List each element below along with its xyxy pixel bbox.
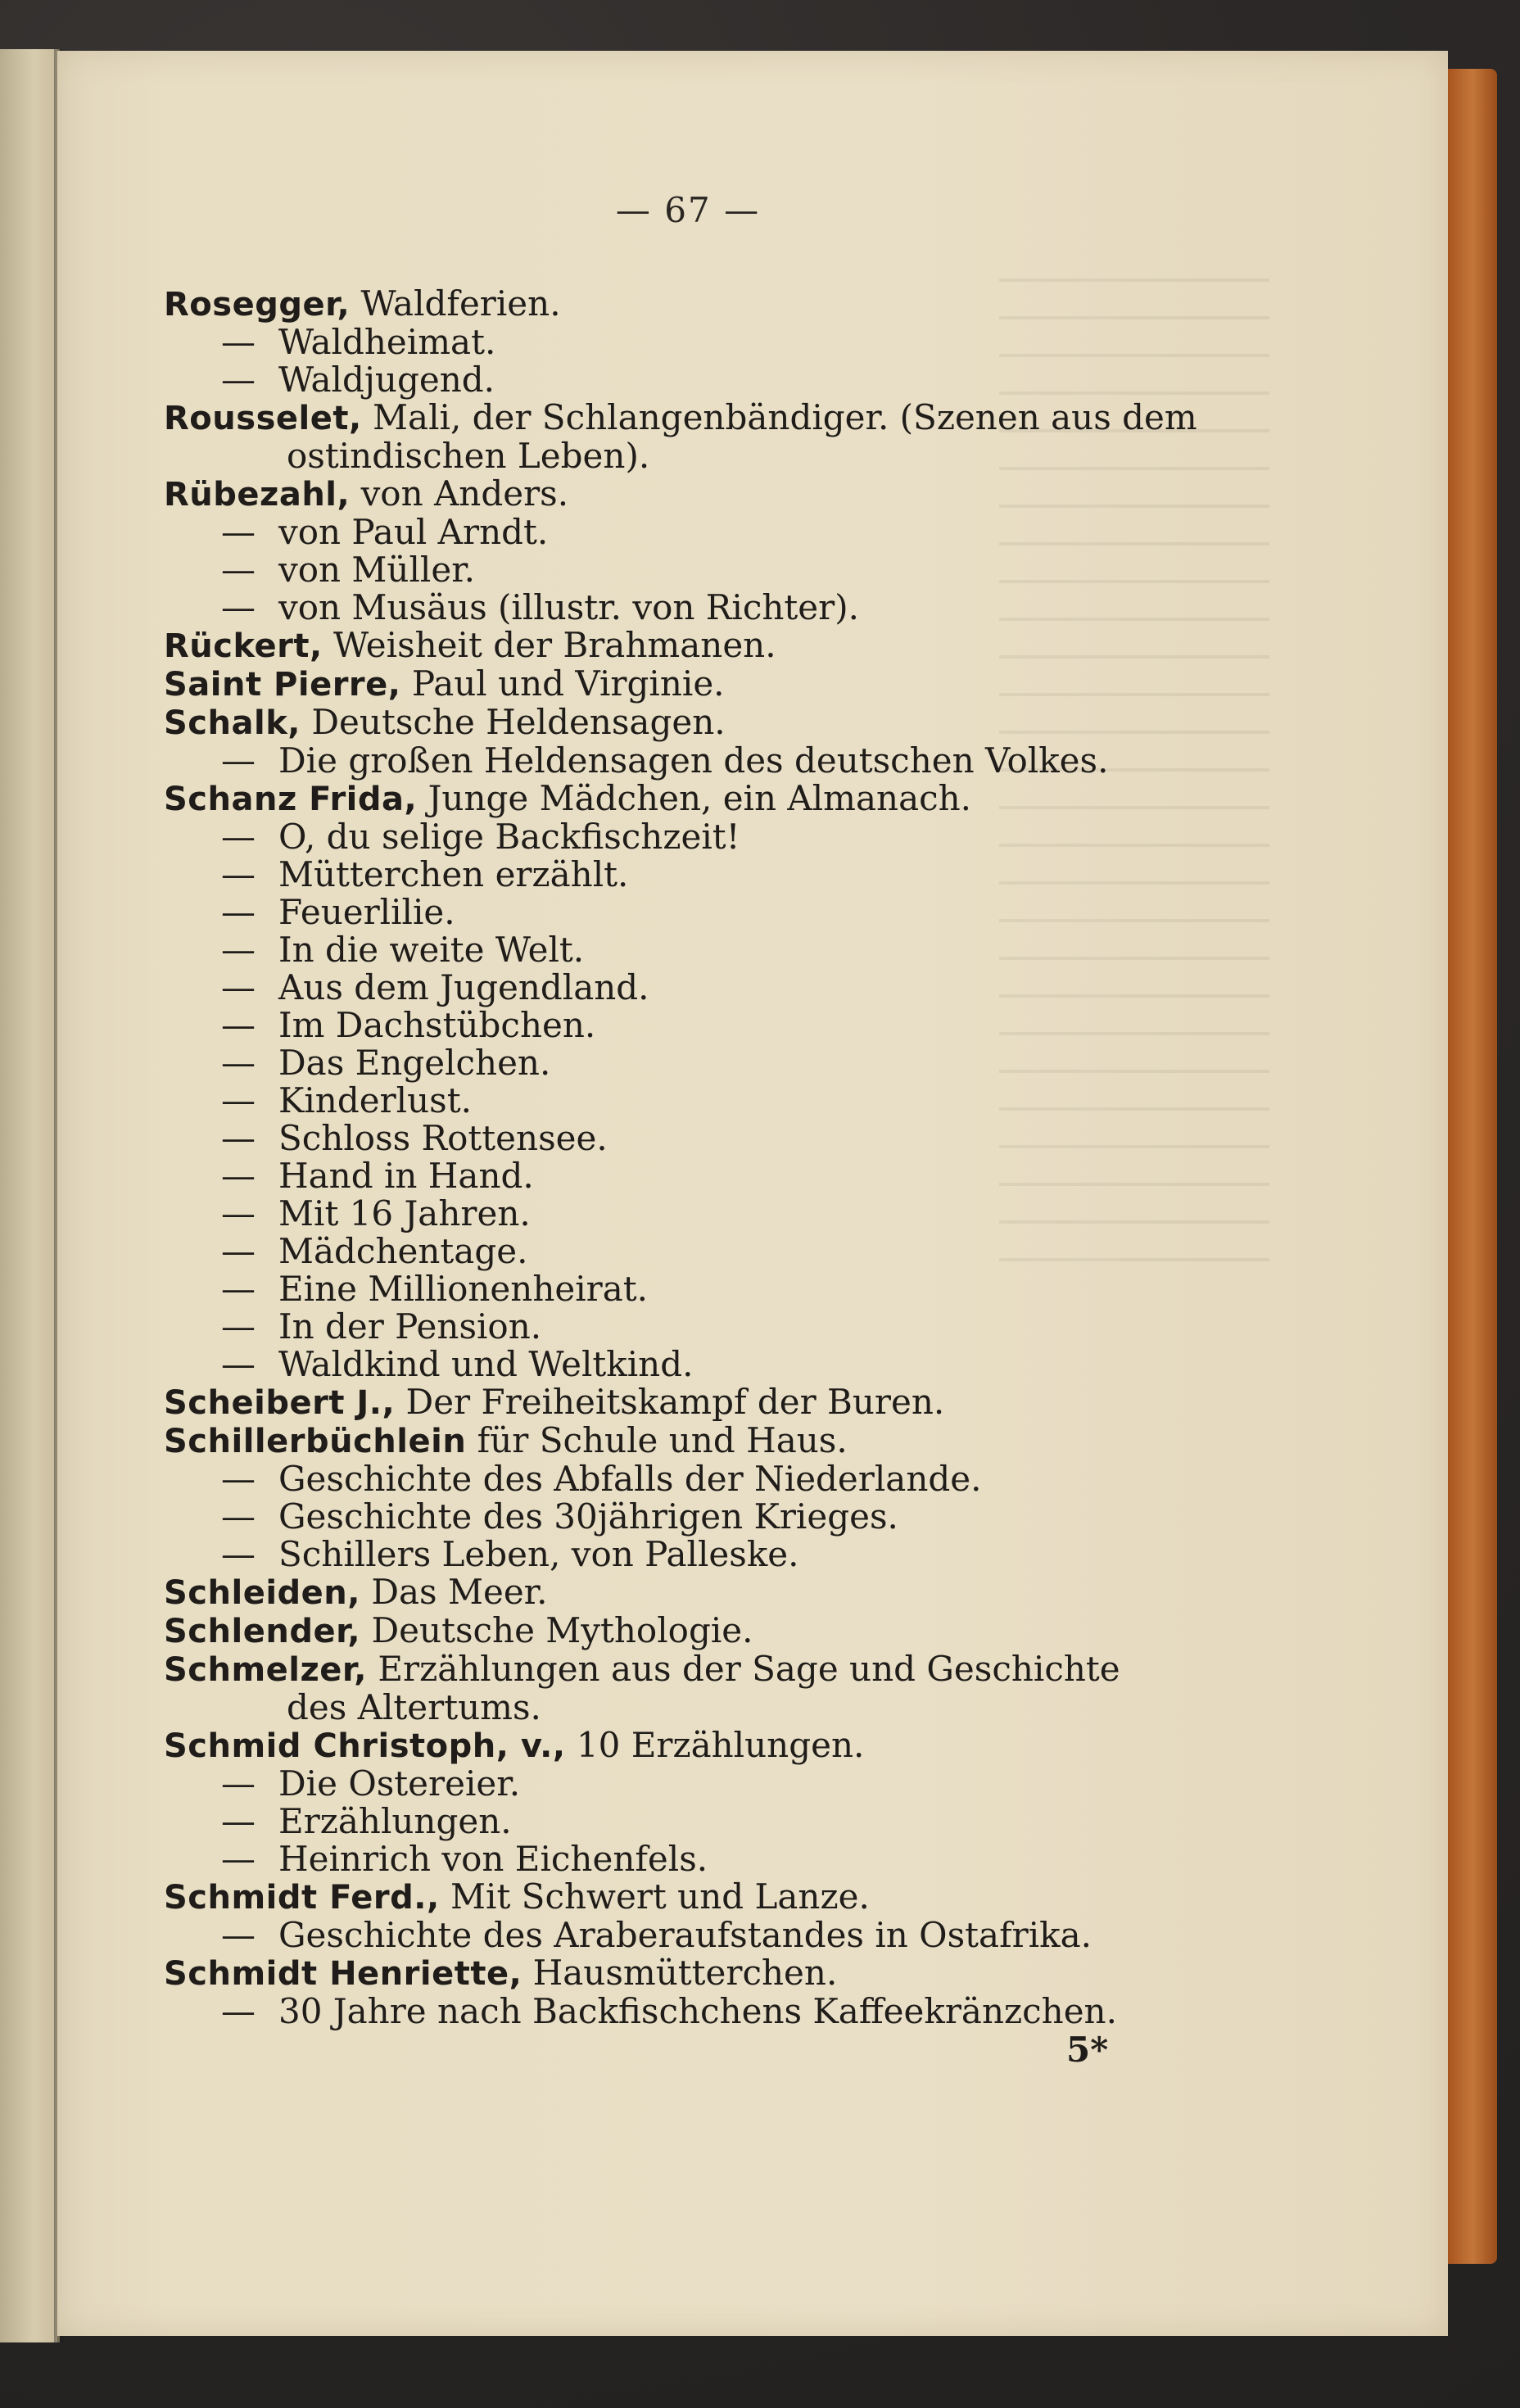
author-name: Scheibert J., <box>164 1384 396 1422</box>
catalog-entry-title <box>164 1082 1245 1120</box>
catalog-entry-title <box>164 361 1245 399</box>
catalog-entry-title <box>164 1917 1245 1954</box>
catalog-entry-author <box>164 1954 1245 1993</box>
catalog-entry-title <box>164 742 1245 780</box>
ditto-dash: — <box>221 322 256 362</box>
book-title: Der Freiheitskampf der Buren. <box>405 1382 945 1422</box>
book-title: Heinrich von Eichenfels. <box>278 1839 708 1879</box>
catalog-entry-title <box>164 589 1245 627</box>
ditto-dash: — <box>221 740 256 781</box>
catalog-entry-author <box>164 285 1245 324</box>
ditto-dash: — <box>221 1534 256 1574</box>
ditto-dash: — <box>221 587 256 627</box>
catalog-entry-author <box>164 1383 1245 1422</box>
ditto-dash: — <box>221 1801 256 1841</box>
author-name: Schmid Christoph, v., <box>164 1727 566 1765</box>
ditto-dash: — <box>221 1344 256 1384</box>
book-title: Die Ostereier. <box>278 1763 521 1804</box>
catalog-entry-title <box>164 1120 1245 1157</box>
ditto-dash: — <box>221 1269 256 1309</box>
catalog-entry-title <box>164 514 1245 551</box>
book-title: von Paul Arndt. <box>278 512 549 552</box>
catalog-entry-title <box>164 894 1245 931</box>
catalog-entry-author <box>164 475 1245 514</box>
book-title: Schillers Leben, von Palleske. <box>278 1534 799 1574</box>
book-title: Waldjugend. <box>278 360 495 400</box>
ditto-dash: — <box>221 892 256 932</box>
book-title: für Schule und Haus. <box>477 1420 848 1460</box>
ditto-dash: — <box>221 1459 256 1499</box>
book-title: Junge Mädchen, ein Almanach. <box>428 778 972 818</box>
book-title: Erzählungen aus der Sage und Geschichte <box>378 1649 1120 1689</box>
ditto-dash: — <box>221 1991 256 2031</box>
catalog-entry-title <box>164 1270 1245 1308</box>
book-title: von Anders. <box>360 473 569 514</box>
catalog-list <box>164 285 1245 2030</box>
catalog-entry-title <box>164 324 1245 361</box>
author-name: Schalk, <box>164 704 301 742</box>
book-title: Das Meer. <box>371 1572 548 1612</box>
book-cover-edge <box>1448 69 1497 2264</box>
author-name: Rückert, <box>164 627 323 665</box>
catalog-entry-title <box>164 1308 1245 1346</box>
book-title: Geschichte des 30jährigen Krieges. <box>278 1496 898 1537</box>
book-title: 10 Erzählungen. <box>576 1725 865 1765</box>
author-name: Schmidt Ferd., <box>164 1879 440 1917</box>
catalog-entry-title <box>164 1044 1245 1082</box>
author-name: Rousselet, <box>164 400 362 437</box>
catalog-entry-title <box>164 1803 1245 1840</box>
catalog-entry-title <box>164 1346 1245 1383</box>
catalog-entry-author <box>164 1573 1245 1612</box>
author-name: Schmidt Henriette, <box>164 1955 522 1993</box>
catalog-entry-title <box>164 931 1245 969</box>
ditto-dash: — <box>221 1080 256 1120</box>
catalog-entry-title <box>164 1007 1245 1044</box>
ditto-dash: — <box>221 1193 256 1233</box>
book-title: Erzählungen. <box>278 1801 512 1841</box>
author-name: Schleiden, <box>164 1574 360 1612</box>
catalog-entry-author <box>164 399 1245 437</box>
author-name: Schlender, <box>164 1613 361 1650</box>
book-title: Mit 16 Jahren. <box>278 1193 531 1233</box>
ditto-dash: — <box>221 1839 256 1879</box>
catalog-entry-title <box>164 1195 1245 1233</box>
catalog-entry-title <box>164 1460 1245 1498</box>
author-name: Rübezahl, <box>164 476 351 514</box>
author-name: Saint Pierre, <box>164 666 401 704</box>
book-title: Deutsche Heldensagen. <box>311 702 726 742</box>
book-title: Mit Schwert und Lanze. <box>450 1876 870 1917</box>
ditto-dash: — <box>221 1496 256 1537</box>
book-title: Hand in Hand. <box>278 1156 534 1196</box>
author-name: Schanz Frida, <box>164 781 418 818</box>
book-title: Hausmütterchen. <box>532 1953 838 1993</box>
ditto-dash: — <box>221 1763 256 1804</box>
catalog-entry-title <box>164 551 1245 589</box>
catalog-entry-author <box>164 1727 1245 1765</box>
author-name: Schmelzer, <box>164 1651 367 1689</box>
book-title: des Altertums. <box>287 1687 541 1727</box>
catalog-entry-author <box>164 1422 1245 1460</box>
ditto-dash: — <box>221 854 256 894</box>
book-title: Die großen Heldensagen des deutschen Volkes. <box>278 740 1109 781</box>
catalog-entry-title <box>164 969 1245 1007</box>
ditto-dash: — <box>221 512 256 552</box>
ditto-dash: — <box>221 967 256 1007</box>
ditto-dash: — <box>221 1043 256 1083</box>
catalog-entry-author <box>164 627 1245 665</box>
book-title: Im Dachstübchen. <box>278 1005 596 1045</box>
book-title: von Musäus (illustr. von Richter). <box>278 587 859 627</box>
book-title: O, du selige Backfischzeit! <box>278 817 740 857</box>
book-title: Waldkind und Weltkind. <box>278 1344 694 1384</box>
book-title: Deutsche Mythologie. <box>371 1610 753 1650</box>
book-title: Geschichte des Abfalls der Niederlande. <box>278 1459 982 1499</box>
catalog-entry-author <box>164 1878 1245 1917</box>
book-title: Geschichte des Araberaufstandes in Ostafrika. <box>278 1915 1092 1955</box>
catalog-entry-author <box>164 1612 1245 1650</box>
author-name: Schillerbüchlein <box>164 1423 467 1460</box>
book-title: Eine Millionenheirat. <box>278 1269 649 1309</box>
ditto-dash: — <box>221 1306 256 1347</box>
catalog-entry-author <box>164 704 1245 742</box>
previous-page-edge <box>0 49 60 2342</box>
book-title: Mädchentage. <box>278 1231 528 1271</box>
signature-mark: 5* <box>1066 2030 1109 2070</box>
book-title: Weisheit der Brahmanen. <box>333 625 776 665</box>
book-title: In die weite Welt. <box>278 930 585 970</box>
catalog-entry-title <box>164 818 1245 856</box>
ditto-dash: — <box>221 550 256 590</box>
catalog-entry-author <box>164 1650 1245 1689</box>
book-title: Das Engelchen. <box>278 1043 551 1083</box>
book-title: Mali, der Schlangenbändiger. (Szenen aus dem <box>373 397 1197 437</box>
catalog-entry-continuation <box>164 437 1245 475</box>
ditto-dash: — <box>221 360 256 400</box>
author-name: Rosegger, <box>164 286 351 324</box>
catalog-entry-author <box>164 780 1245 818</box>
book-title: Schloss Rottensee. <box>278 1118 608 1158</box>
book-title: In der Pension. <box>278 1306 542 1347</box>
book-title: ostindischen Leben). <box>287 436 650 476</box>
catalog-entry-continuation <box>164 1689 1245 1727</box>
catalog-entry-title <box>164 1765 1245 1803</box>
catalog-entry-title <box>164 1840 1245 1878</box>
book-title: Paul und Virginie. <box>411 663 725 704</box>
catalog-entry-title <box>164 1536 1245 1573</box>
catalog-entry-title <box>164 1993 1245 2030</box>
book-title: Kinderlust. <box>278 1080 472 1120</box>
book-title: Waldheimat. <box>278 322 496 362</box>
book-title: Aus dem Jugendland. <box>278 967 649 1007</box>
catalog-entry-title <box>164 856 1245 894</box>
ditto-dash: — <box>221 817 256 857</box>
ditto-dash: — <box>221 1005 256 1045</box>
book-title: 30 Jahre nach Backfischchens Kaffeekränzchen. <box>278 1991 1117 2031</box>
book-title: von Müller. <box>278 550 476 590</box>
ditto-dash: — <box>221 1156 256 1196</box>
book-title: Waldferien. <box>360 283 561 324</box>
catalog-entry-title <box>164 1157 1245 1195</box>
book-title: Feuerlilie. <box>278 892 455 932</box>
book-title: Mütterchen erzählt. <box>278 854 629 894</box>
catalog-entry-author <box>164 665 1245 704</box>
page-number: — 67 — <box>615 190 761 230</box>
ditto-dash: — <box>221 1231 256 1271</box>
ditto-dash: — <box>221 1915 256 1955</box>
ditto-dash: — <box>221 930 256 970</box>
catalog-entry-title <box>164 1498 1245 1536</box>
ditto-dash: — <box>221 1118 256 1158</box>
catalog-entry-title <box>164 1233 1245 1270</box>
